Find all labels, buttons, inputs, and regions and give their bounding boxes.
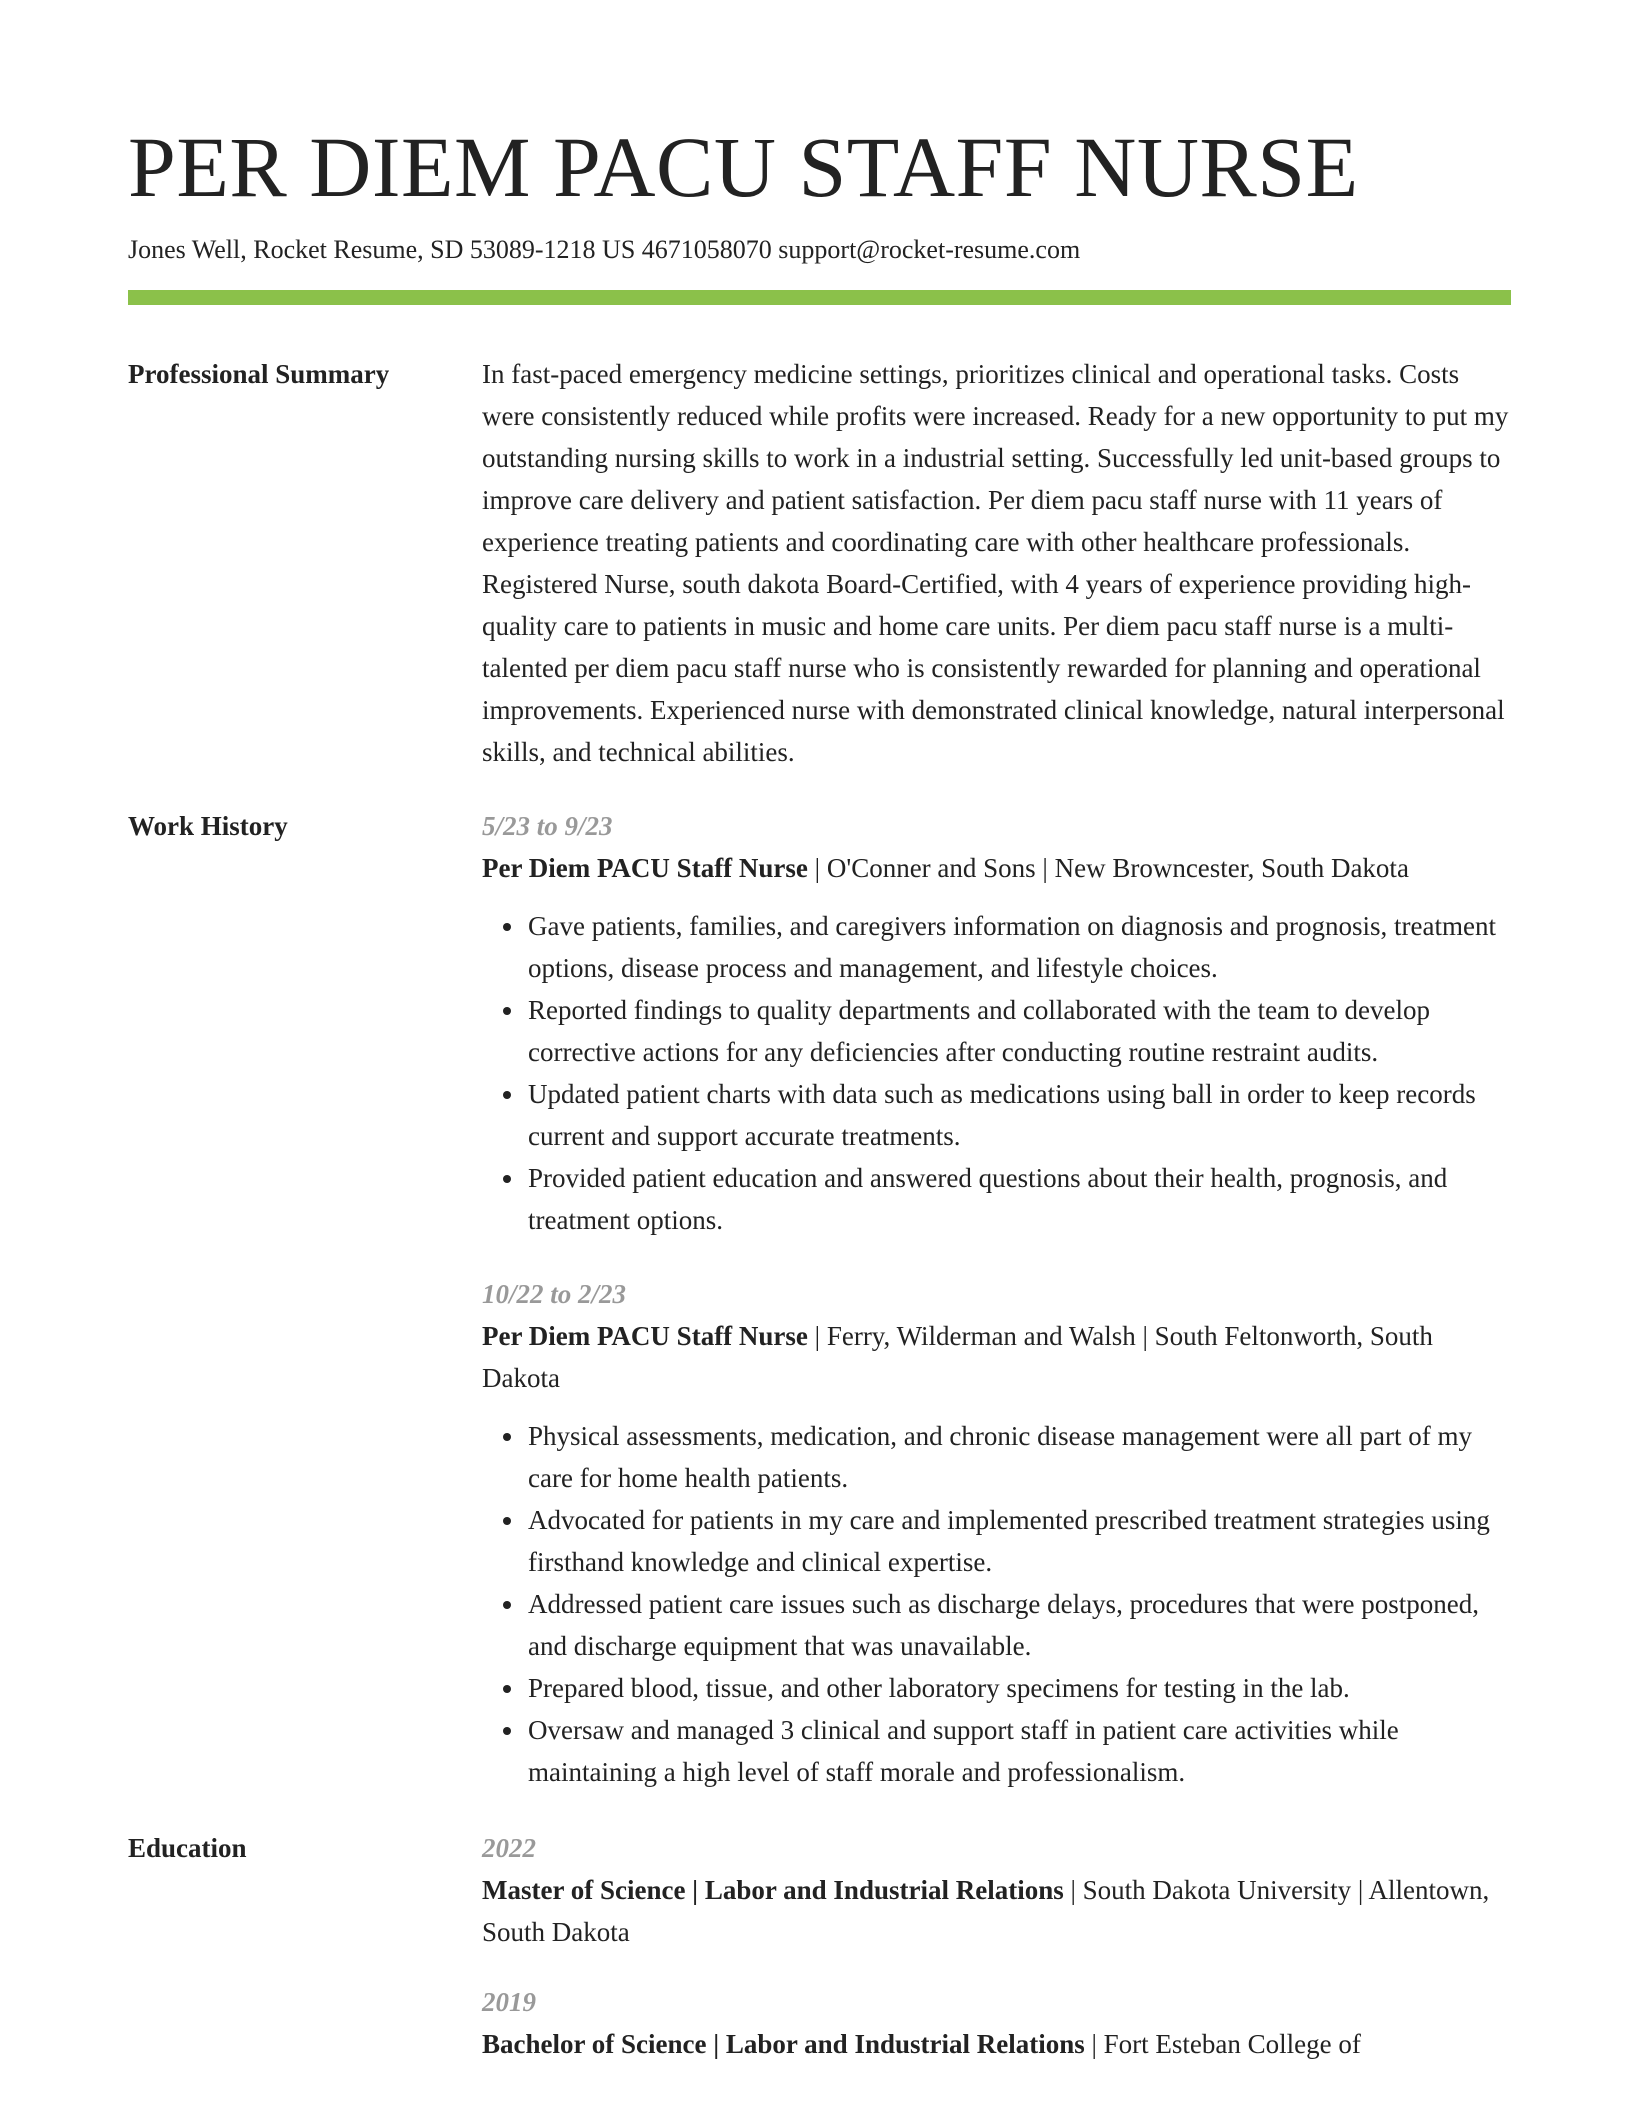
job-bullet: • Reported findings to quality departments and collaborated with the team to develop corrective actions for any deficiencies after conducting routine restraint audits. (526, 989, 1511, 1073)
contact-info: Jones Well, Rocket Resume, SD 53089-1218 US 4671058070 support@rocket-resume.com (128, 234, 1081, 264)
summary-section (128, 353, 1511, 773)
job-dates: 10/22 to 2/23 (482, 1279, 627, 1310)
education-line (482, 1869, 1511, 1953)
education-section (128, 1827, 1511, 2065)
work-history-body (482, 805, 1511, 1793)
education-entry (482, 1981, 1511, 2065)
job-spacer (482, 1241, 1511, 1273)
job-bullet: • Provided patient education and answered questions about their health, prognosis, and treatment options. (526, 1157, 1511, 1241)
job-company-location: | O'Conner and Sons | New Browncester, South Dakota (807, 853, 1409, 884)
job-title: Per Diem PACU Staff Nurse (482, 853, 808, 884)
resume-title: PER DIEM PACU STAFF NURSE (128, 119, 1359, 215)
education-entry (482, 1827, 1511, 1953)
job-dates: 5/23 to 9/23 (482, 811, 613, 842)
job-bullet: • Updated patient charts with data such as medications using ball in order to keep records current and support accurate treatments. (526, 1073, 1511, 1157)
job-bullets (482, 1415, 1511, 1793)
job-bullets (482, 905, 1511, 1241)
job-title-line (482, 1315, 1511, 1399)
section-label-work-history: Work History (128, 811, 288, 842)
education-body (482, 1827, 1511, 2065)
education-line (482, 2023, 1511, 2065)
education-spacer (482, 1953, 1511, 1981)
job-entry (482, 1273, 1511, 1793)
degree-title: Bachelor of Science | Labor and Industrial Relations (482, 2029, 1085, 2060)
school-location: | South Dakota University | Allentown, South Dakota (482, 1875, 1490, 1948)
header-divider (128, 290, 1511, 305)
job-bullet: • Physical assessments, medication, and chronic disease management were all part of my care for home health patients. (526, 1415, 1511, 1499)
job-bullet: • Advocated for patients in my care and implemented prescribed treatment strategies using firsthand knowledge and clinical expertise. (526, 1499, 1511, 1583)
education-year: 2022 (482, 1833, 536, 1864)
job-bullet: • Gave patients, families, and caregivers information on diagnosis and prognosis, treatment options, disease process and management, and lifestyle choices. (526, 905, 1511, 989)
work-history-section (128, 805, 1511, 1793)
job-bullet: • Oversaw and managed 3 clinical and support staff in patient care activities while maintaining a high level of staff morale and professionalism. (526, 1709, 1511, 1793)
job-bullet: • Addressed patient care issues such as discharge delays, procedures that were postponed, and discharge equipment that was unavailable. (526, 1583, 1511, 1667)
summary-text: In fast-paced emergency medicine settings, prioritizes clinical and operational tasks. Costs were consistently reduced while profits were increased. Ready for a new opportunity to put my outstanding nursing skills to work in a industrial setting. Successfully led unit-based groups to improve care delivery and patient satisfaction. Per diem pacu staff nurse with 11 years of experience treating patients and coordinating care with other healthcare professionals. Registered Nurse, south dakota Board-Certified, with 4 years of experience providing high-quality care to patients in music and home care units. Per diem pacu staff nurse is a multi-talented per diem pacu staff nurse who is consistently rewarded for planning and operational improvements. Experienced nurse with demonstrated clinical knowledge, natural interpersonal skills, and technical abilities. (482, 359, 1509, 768)
job-entry (482, 805, 1511, 1241)
education-year: 2019 (482, 1987, 536, 2018)
degree-title: Master of Science | Labor and Industrial Relations (482, 1875, 1064, 1906)
section-label-education: Education (128, 1833, 247, 1864)
job-bullet: • Prepared blood, tissue, and other laboratory specimens for testing in the lab. (526, 1667, 1511, 1709)
school-location: | Fort Esteban College of (1084, 2029, 1361, 2060)
job-company-location: | Ferry, Wilderman and Walsh | South Feltonworth, South Dakota (482, 1321, 1433, 1394)
section-label-summary: Professional Summary (128, 359, 390, 390)
job-title-line (482, 847, 1511, 889)
job-title: Per Diem PACU Staff Nurse (482, 1321, 808, 1352)
resume-page (128, 120, 1511, 2065)
